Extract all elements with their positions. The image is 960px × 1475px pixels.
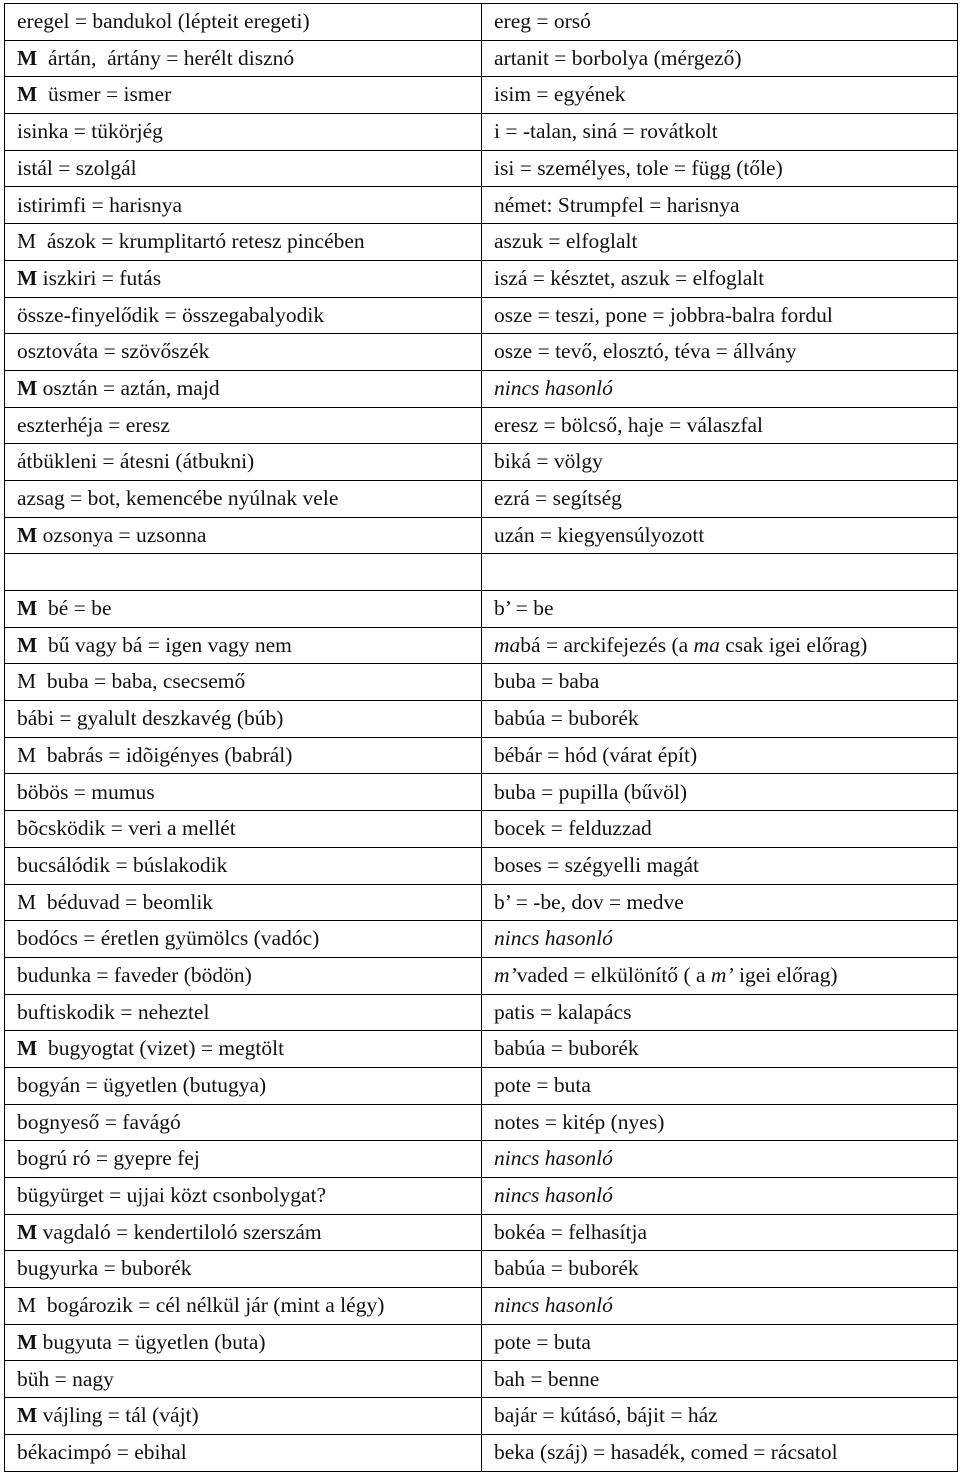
entry-text: biká = völgy: [494, 449, 603, 474]
entry-text: bogrú ró = gyepre fej: [17, 1146, 200, 1171]
entry-text: M buba = baba, csecsemő: [17, 669, 246, 694]
dialect-word-cell: [5, 40, 482, 77]
dialect-word-cell: [5, 334, 482, 371]
italic-text: nincs hasonló: [494, 1183, 613, 1208]
dialect-word-cell: [5, 774, 482, 811]
comparison-word-cell: [482, 627, 958, 664]
comparison-word-cell: [482, 847, 958, 884]
table-row: [5, 260, 958, 297]
table-row: [5, 591, 958, 628]
entry-text: bõcsködik = veri a mellét: [17, 816, 236, 841]
entry-text: bugyuta = ügyetlen (buta): [37, 1329, 266, 1354]
comparison-word-cell: [482, 1324, 958, 1361]
table-row: [5, 187, 958, 224]
comparison-word-cell: [482, 1251, 958, 1288]
entry-text: aszuk = elfoglalt: [494, 229, 638, 254]
entry-text: bogyán = ügyetlen (butugya): [17, 1073, 267, 1098]
entry-text: büh = nagy: [17, 1366, 114, 1391]
table-row: [5, 517, 958, 554]
comparison-word-cell: [482, 811, 958, 848]
italic-text: m’: [710, 962, 734, 987]
table-row: [5, 701, 958, 738]
dialect-word-cell: [5, 1104, 482, 1141]
table-row: [5, 774, 958, 811]
entry-text: budunka = faveder (bödön): [17, 962, 252, 987]
table-row: [5, 1104, 958, 1141]
comparison-word-cell: [482, 1288, 958, 1325]
table-row: [5, 1214, 958, 1251]
table-row: [5, 811, 958, 848]
comparison-word-cell: [482, 150, 958, 187]
italic-text: nincs hasonló: [494, 926, 613, 951]
entry-text: buftiskodik = neheztel: [17, 999, 210, 1024]
comparison-word-cell: [482, 334, 958, 371]
table-row: [5, 480, 958, 517]
comparison-word-cell: [482, 1214, 958, 1251]
entry-text: bű vagy bá = igen vagy nem: [37, 632, 292, 657]
comparison-word-cell: [482, 4, 958, 41]
dialect-word-cell: [5, 1288, 482, 1325]
comparison-word-cell: [482, 480, 958, 517]
dialect-word-cell: [5, 1067, 482, 1104]
comparison-word-cell: [482, 737, 958, 774]
entry-text: ártán, ártány = herélt disznó: [37, 45, 295, 70]
dialect-word-cell: [5, 4, 482, 41]
dialect-word-cell: [5, 1031, 482, 1068]
comparison-word-cell: [482, 774, 958, 811]
dialect-word-cell: [5, 921, 482, 958]
entry-text: notes = kitép (nyes): [494, 1109, 665, 1134]
marker-text: M: [17, 1036, 38, 1061]
dialect-word-cell: [5, 994, 482, 1031]
comparison-word-cell: [482, 187, 958, 224]
marker-text: M: [17, 1329, 38, 1354]
table-row: [5, 150, 958, 187]
comparison-word-cell: [482, 1141, 958, 1178]
marker-text: M: [17, 522, 38, 547]
dialect-word-cell: [5, 1251, 482, 1288]
entry-text: isinka = tükörjég: [17, 119, 163, 144]
entry-text: b’ = -be, dov = medve: [494, 889, 684, 914]
comparison-word-cell: [482, 1361, 958, 1398]
entry-text: vagdaló = kendertiloló szerszám: [37, 1219, 322, 1244]
marker-text: M: [17, 1219, 38, 1244]
spacer-row: [5, 554, 958, 591]
dialect-word-cell: [5, 224, 482, 261]
entry-text: böbös = mumus: [17, 779, 155, 804]
dialect-word-cell: [5, 884, 482, 921]
marker-text: M: [17, 375, 38, 400]
entry-text: bokéa = felhasítja: [494, 1219, 648, 1244]
comparison-word-cell: [482, 1067, 958, 1104]
entry-text: igei előrag): [733, 962, 838, 987]
entry-text: isim = egyének: [494, 82, 626, 107]
entry-text: pote = buta: [494, 1329, 591, 1354]
entry-text: vájling = tál (vájt): [37, 1403, 199, 1428]
entry-text: osztováta = szövőszék: [17, 339, 210, 364]
entry-text: isi = személyes, tole = függ (tőle): [494, 155, 783, 180]
dialect-word-cell: [5, 1214, 482, 1251]
dialect-word-cell: [5, 77, 482, 114]
entry-text: osze = tevő, elosztó, téva = állvány: [494, 339, 797, 364]
dialect-word-cell: [5, 591, 482, 628]
table-row: [5, 1178, 958, 1215]
table-row: [5, 994, 958, 1031]
dialect-word-cell: [5, 957, 482, 994]
dialect-word-cell: [5, 664, 482, 701]
marker-text: M: [17, 1403, 38, 1428]
marker-text: M: [17, 265, 38, 290]
dialect-word-cell: [5, 260, 482, 297]
italic-text: m’: [494, 962, 517, 987]
table-row: [5, 370, 958, 407]
entry-text: bébár = hód (várat épít): [494, 742, 698, 767]
entry-text: békacimpó = ebihal: [17, 1439, 187, 1464]
table-row: [5, 1288, 958, 1325]
entry-text: istirimfi = harisnya: [17, 192, 182, 217]
entry-text: buba = pupilla (bűvöl): [494, 779, 688, 804]
entry-text: össze-finyelődik = összegabalyodik: [17, 302, 325, 327]
entry-text: M ászok = krumplitartó retesz pincében: [17, 229, 365, 254]
entry-text: osze = teszi, pone = jobbra-balra fordul: [494, 302, 833, 327]
entry-text: bajár = kútásó, bájit = ház: [494, 1403, 718, 1428]
comparison-word-cell: [482, 664, 958, 701]
comparison-word-cell: [482, 921, 958, 958]
comparison-word-cell: [482, 40, 958, 77]
comparison-word-cell: [482, 517, 958, 554]
italic-text: ma: [494, 632, 521, 657]
table-row: [5, 1398, 958, 1435]
marker-text: M: [17, 596, 38, 621]
dialect-word-cell: [5, 444, 482, 481]
entry-text: csak igei előrag): [719, 632, 868, 657]
dialect-word-cell: [5, 370, 482, 407]
entry-text: ozsonya = uzsonna: [37, 522, 207, 547]
dialect-word-cell: [5, 187, 482, 224]
entry-text: M béduvad = beomlik: [17, 889, 214, 914]
table-row: [5, 77, 958, 114]
entry-text: eszterhéja = eresz: [17, 412, 170, 437]
entry-text: átbükleni = átesni (átbukni): [17, 449, 255, 474]
entry-text: bugyurka = buborék: [17, 1256, 192, 1281]
entry-text: pote = buta: [494, 1073, 591, 1098]
marker-text: M: [17, 632, 38, 657]
dialect-word-cell: [5, 480, 482, 517]
entry-text: babúa = buborék: [494, 1256, 639, 1281]
table-row: [5, 921, 958, 958]
dialect-word-cell: [5, 1361, 482, 1398]
entry-text: istál = szolgál: [17, 155, 137, 180]
table-row: [5, 407, 958, 444]
word-comparison-table: [4, 3, 958, 1472]
entry-text: babúa = buborék: [494, 1036, 639, 1061]
entry-text: bah = benne: [494, 1366, 600, 1391]
table-body: [5, 4, 958, 1472]
glossary-page: [4, 3, 957, 1472]
comparison-word-cell: [482, 77, 958, 114]
table-row: [5, 1251, 958, 1288]
comparison-word-cell: [482, 260, 958, 297]
table-row: [5, 114, 958, 151]
entry-text: iszá = késztet, aszuk = elfoglalt: [494, 265, 765, 290]
table-row: [5, 884, 958, 921]
table-row: [5, 224, 958, 261]
entry-text: bábi = gyalult deszkavég (búb): [17, 706, 284, 731]
dialect-word-cell: [5, 407, 482, 444]
table-row: [5, 1031, 958, 1068]
comparison-word-cell: [482, 1398, 958, 1435]
table-row: [5, 40, 958, 77]
comparison-word-cell: [482, 957, 958, 994]
dialect-word-cell: [5, 1178, 482, 1215]
entry-text: azsag = bot, kemencébe nyúlnak vele: [17, 486, 339, 511]
comparison-word-cell: [482, 1104, 958, 1141]
entry-text: eregel = bandukol (lépteit eregeti): [17, 9, 310, 34]
entry-text: bucsálódik = búslakodik: [17, 852, 228, 877]
entry-text: bé = be: [37, 596, 112, 621]
entry-text: b’ = be: [494, 596, 554, 621]
dialect-word-cell: [5, 517, 482, 554]
entry-text: patis = kalapács: [494, 999, 632, 1024]
entry-text: ezrá = segítség: [494, 486, 622, 511]
comparison-word-cell: [482, 1434, 958, 1471]
table-row: [5, 737, 958, 774]
dialect-word-cell: [5, 1141, 482, 1178]
entry-text: bugyogtat (vizet) = megtölt: [37, 1036, 285, 1061]
table-row: [5, 334, 958, 371]
comparison-word-cell: [482, 884, 958, 921]
comparison-word-cell: [482, 1178, 958, 1215]
table-row: [5, 1324, 958, 1361]
dialect-word-cell: [5, 114, 482, 151]
dialect-word-cell: [5, 1398, 482, 1435]
comparison-word-cell: [482, 224, 958, 261]
table-row: [5, 957, 958, 994]
table-row: [5, 1141, 958, 1178]
entry-text: német: Strumpfel = harisnya: [494, 192, 740, 217]
entry-text: osztán = aztán, majd: [37, 375, 220, 400]
entry-text: bodócs = éretlen gyümölcs (vadóc): [17, 926, 320, 951]
dialect-word-cell: [5, 554, 482, 591]
comparison-word-cell: [482, 114, 958, 151]
entry-text: bocek = felduzzad: [494, 816, 652, 841]
marker-text: M: [17, 82, 38, 107]
entry-text: uzán = kiegyensúlyozott: [494, 522, 705, 547]
entry-text: babúa = buborék: [494, 706, 639, 731]
entry-text: ereg = orsó: [494, 9, 591, 34]
entry-text: buba = baba: [494, 669, 600, 694]
entry-text: M bogározik = cél nélkül jár (mint a légy): [17, 1293, 385, 1318]
table-row: [5, 297, 958, 334]
table-row: [5, 1434, 958, 1471]
entry-text: üsmer = ismer: [37, 82, 172, 107]
dialect-word-cell: [5, 737, 482, 774]
entry-text: M babrás = idõigényes (babrál): [17, 742, 293, 767]
comparison-word-cell: [482, 701, 958, 738]
italic-text: nincs hasonló: [494, 1146, 613, 1171]
comparison-word-cell: [482, 444, 958, 481]
table-row: [5, 847, 958, 884]
table-row: [5, 1067, 958, 1104]
comparison-word-cell: [482, 1031, 958, 1068]
entry-text: i = -talan, siná = rovátkolt: [494, 119, 718, 144]
entry-text: vaded = elkülönítő ( a: [516, 962, 711, 987]
comparison-word-cell: [482, 297, 958, 334]
entry-text: boses = szégyelli magát: [494, 852, 699, 877]
entry-text: bá = arckifejezés (a: [520, 632, 694, 657]
dialect-word-cell: [5, 847, 482, 884]
table-row: [5, 664, 958, 701]
entry-text: bognyeső = favágó: [17, 1109, 181, 1134]
dialect-word-cell: [5, 150, 482, 187]
table-row: [5, 627, 958, 664]
italic-text: ma: [693, 632, 720, 657]
entry-text: beka (száj) = hasadék, comed = rácsatol: [494, 1439, 838, 1464]
comparison-word-cell: [482, 591, 958, 628]
dialect-word-cell: [5, 811, 482, 848]
italic-text: nincs hasonló: [494, 375, 613, 400]
entry-text: iszkiri = futás: [37, 265, 162, 290]
comparison-word-cell: [482, 554, 958, 591]
dialect-word-cell: [5, 627, 482, 664]
dialect-word-cell: [5, 701, 482, 738]
comparison-word-cell: [482, 407, 958, 444]
dialect-word-cell: [5, 1434, 482, 1471]
entry-text: eresz = bölcső, haje = válaszfal: [494, 412, 763, 437]
entry-text: bügyürget = ujjai közt csonbolygat?: [17, 1183, 327, 1208]
dialect-word-cell: [5, 1324, 482, 1361]
dialect-word-cell: [5, 297, 482, 334]
marker-text: M: [17, 45, 38, 70]
entry-text: artanit = borbolya (mérgező): [494, 45, 742, 70]
comparison-word-cell: [482, 370, 958, 407]
comparison-word-cell: [482, 994, 958, 1031]
table-row: [5, 4, 958, 41]
table-row: [5, 1361, 958, 1398]
table-row: [5, 444, 958, 481]
italic-text: nincs hasonló: [494, 1293, 613, 1318]
